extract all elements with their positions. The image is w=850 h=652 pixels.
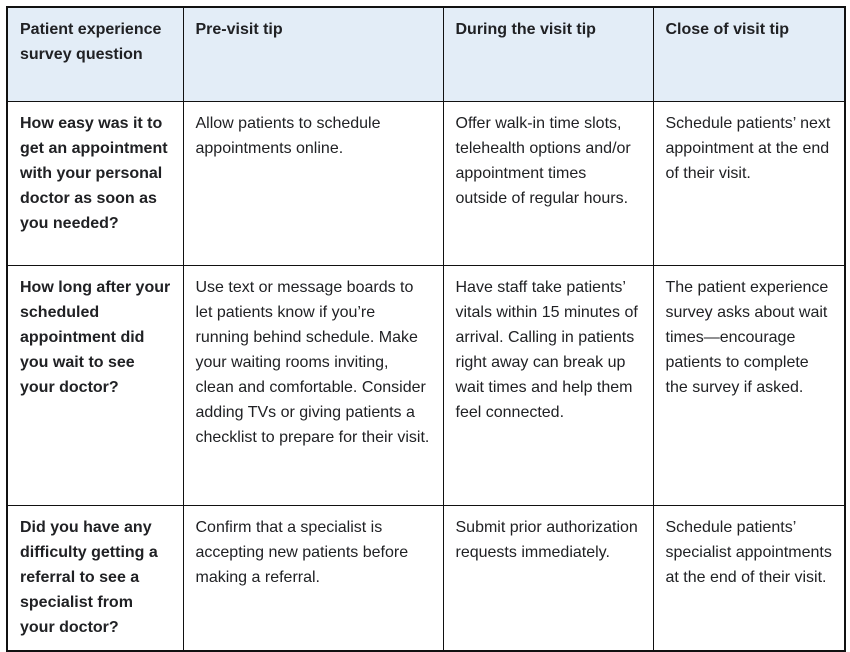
pre-visit-tip-cell: Use text or message boards to let patients know if you’re running behind schedule. Make your waiting rooms inviting, clean and comfortable. Consider adding TVs or giving patients a checklist to prepare for their visit. — [183, 265, 443, 505]
pre-visit-tip-cell: Confirm that a specialist is accepting new patients before making a referral. — [183, 505, 443, 651]
question-cell: Did you have any difficulty getting a referral to see a specialist from your doctor? — [7, 505, 183, 651]
table-row — [7, 101, 845, 265]
header-row — [7, 7, 845, 101]
header-cell-during-visit-tip: During the visit tip — [443, 7, 653, 101]
question-cell: How easy was it to get an appointment with your personal doctor as soon as you needed? — [7, 101, 183, 265]
close-visit-tip-cell: Schedule patients’ specialist appointments at the end of their visit. — [653, 505, 845, 651]
header-cell-pre-visit-tip: Pre-visit tip — [183, 7, 443, 101]
header-cell-close-visit-tip: Close of visit tip — [653, 7, 845, 101]
patient-experience-tips-table — [6, 6, 846, 652]
close-visit-tip-cell: The patient experience survey asks about wait times—encourage patients to complete the survey if asked. — [653, 265, 845, 505]
pre-visit-tip-cell: Allow patients to schedule appointments online. — [183, 101, 443, 265]
header-cell-survey-question: Patient experience survey question — [7, 7, 183, 101]
question-cell: How long after your scheduled appointment did you wait to see your doctor? — [7, 265, 183, 505]
during-visit-tip-cell: Have staff take patients’ vitals within 15 minutes of arrival. Calling in patients right away can break up wait times and help them feel connected. — [443, 265, 653, 505]
during-visit-tip-cell: Submit prior authorization requests immediately. — [443, 505, 653, 651]
table-row — [7, 265, 845, 505]
during-visit-tip-cell: Offer walk-in time slots, telehealth options and/or appointment times outside of regular hours. — [443, 101, 653, 265]
table-header — [7, 7, 845, 101]
close-visit-tip-cell: Schedule patients’ next appointment at the end of their visit. — [653, 101, 845, 265]
table-row — [7, 505, 845, 651]
table-body — [7, 101, 845, 651]
